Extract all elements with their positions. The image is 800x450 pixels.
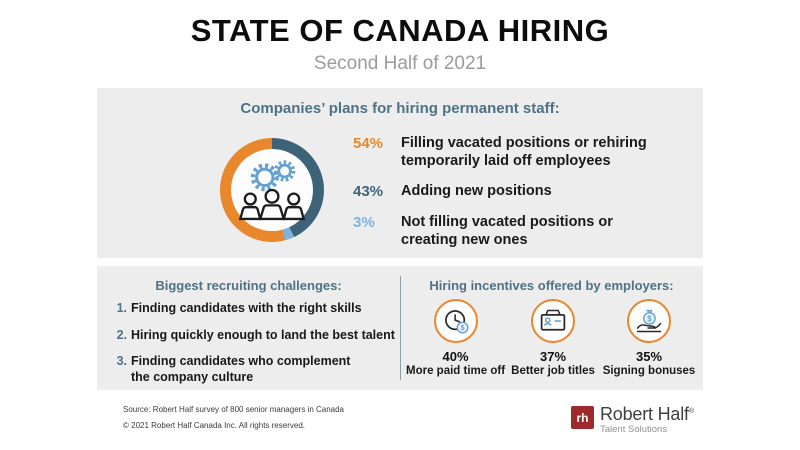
copyright-note: © 2021 Robert Half Canada Inc. All rights reserved. bbox=[123, 421, 305, 430]
incentive-better-job-titles bbox=[505, 299, 601, 377]
stat-row bbox=[353, 183, 693, 201]
rh-monogram-icon: rh bbox=[571, 406, 594, 429]
incentives-header: Hiring incentives offered by employers: bbox=[429, 278, 674, 293]
list-item-number: 3. bbox=[116, 354, 127, 369]
donut-center bbox=[231, 149, 313, 231]
logo-brand: Robert Half® bbox=[600, 404, 694, 424]
incentive-pct: 37% bbox=[540, 349, 567, 364]
source-note: Source: Robert Half survey of 800 senior managers in Canada bbox=[123, 405, 345, 414]
hiring-plans-panel bbox=[97, 88, 703, 258]
list-item-number: 1. bbox=[116, 301, 127, 315]
list-item bbox=[109, 328, 397, 344]
svg-text:$: $ bbox=[647, 314, 652, 324]
logo-tagline: Talent Solutions bbox=[600, 424, 668, 435]
clock-dollar-icon bbox=[434, 299, 478, 343]
list-item-text: Finding candidates who complement the company culture bbox=[131, 354, 351, 384]
stat-row bbox=[353, 214, 693, 249]
list-item-number: 2. bbox=[116, 327, 127, 342]
incentive-paid-time-off bbox=[406, 299, 505, 377]
stat-text: Adding new positions bbox=[401, 183, 552, 200]
incentive-label: More paid time off bbox=[406, 365, 506, 377]
page-subtitle: Second Half of 2021 bbox=[313, 53, 487, 74]
list-item-text: Hiring quickly enough to land the best talent bbox=[131, 327, 395, 342]
hiring-plans-header: Companies’ plans for hiring permanent staff: bbox=[240, 100, 560, 117]
challenges-list bbox=[109, 301, 397, 386]
svg-text:$: $ bbox=[460, 325, 465, 333]
stat-row bbox=[353, 135, 693, 170]
job-title-badge-icon bbox=[531, 299, 575, 343]
stat-pct: 43% bbox=[353, 183, 384, 201]
hiring-plans-donut-chart bbox=[220, 138, 324, 242]
stat-text: Filling vacated positions or rehiring temporarily laid off employees bbox=[401, 135, 647, 169]
registered-mark: ® bbox=[688, 408, 694, 415]
stat-pct: 3% bbox=[353, 214, 375, 232]
bottom-panel bbox=[97, 266, 703, 390]
stat-text: Not filling vacated positions or creating new ones bbox=[401, 214, 613, 248]
page-title: STATE OF CANADA HIRING bbox=[190, 13, 610, 48]
incentive-pct: 35% bbox=[635, 349, 663, 364]
robert-half-logo bbox=[571, 405, 694, 435]
incentive-label: Signing bonuses bbox=[602, 365, 696, 377]
hiring-incentives-section bbox=[400, 266, 703, 390]
money-bag-hand-icon bbox=[627, 299, 671, 343]
incentive-label: Better job titles bbox=[511, 365, 595, 377]
hiring-plans-stats bbox=[353, 135, 693, 249]
challenges-header: Biggest recruiting challenges: bbox=[155, 278, 342, 293]
gears-people-icon bbox=[234, 157, 310, 223]
list-item bbox=[109, 301, 397, 317]
incentive-pct: 40% bbox=[442, 349, 469, 364]
list-item-text: Finding candidates with the right skills bbox=[131, 301, 362, 315]
recruiting-challenges-section bbox=[97, 266, 400, 390]
incentive-signing-bonuses bbox=[601, 299, 697, 377]
list-item bbox=[109, 354, 397, 385]
stat-pct: 54% bbox=[353, 135, 384, 152]
incentives-row bbox=[406, 299, 697, 377]
